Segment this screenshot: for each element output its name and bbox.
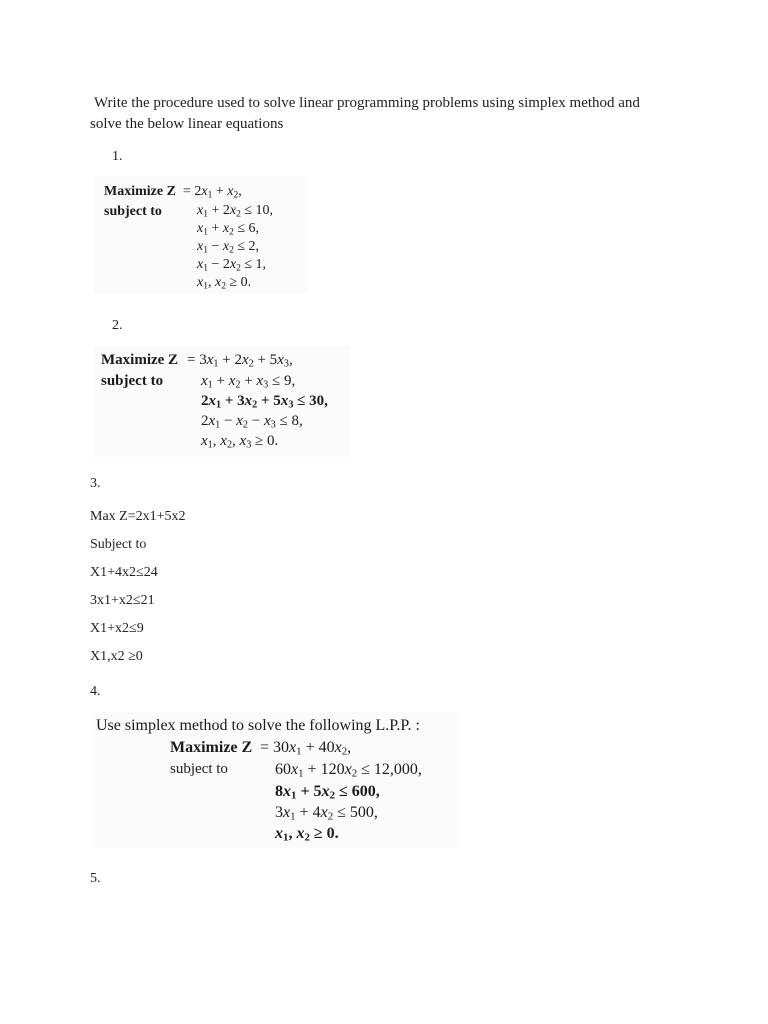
problem-4-number: 4.: [90, 684, 101, 699]
problem-2-equation-image: [93, 346, 351, 458]
problem-2-maximize-label: Maximize Z: [101, 352, 179, 368]
problem-4-maximize-label: Maximize Z: [170, 739, 253, 756]
intro-line-1: Write the procedure used to solve linear programming problems using simplex method and: [94, 95, 640, 111]
problem-4-constraint: $3x_1 + 4x_2 \le 500$,: [275, 804, 378, 823]
intro-line-2: solve the below linear equations: [90, 116, 284, 132]
problem-1-objective: = $2x_1 + x_2$,: [183, 184, 242, 201]
problem-3-line: Max Z=2x1+5x2: [90, 509, 186, 524]
problem-3-number: 3.: [90, 476, 101, 491]
problem-4-constraint: $8x_1 + 5x_2 \le 600$,: [275, 783, 380, 802]
problem-1-number: 1.: [112, 149, 123, 164]
problem-3-line: 3x1+x2≤21: [90, 593, 155, 608]
problem-2-constraint: $2x_1 + 3x_2 + 5x_3 \le 30$,: [201, 393, 328, 411]
problem-1-constraint: $x_1 + x_2 \le 6$,: [197, 221, 260, 238]
problem-4-subject-label: subject to: [170, 761, 228, 777]
problem-1-constraint: $x_1 - x_2 \le 2$,: [197, 239, 260, 256]
problem-1-constraint: $x_1 - 2x_2 \le 1$,: [197, 257, 267, 274]
problem-4-equation-image: [92, 712, 460, 848]
problem-1-maximize-label: Maximize Z: [104, 184, 176, 199]
problem-2-objective: = $3x_1 + 2x_2 + 5x_3$,: [187, 352, 293, 370]
problem-3-line: X1+4x2≤24: [90, 565, 158, 580]
problem-1-subject-label: subject to: [104, 204, 162, 219]
problem-4-instruction: Use simplex method to solve the following L.P.P. :: [96, 717, 420, 734]
problem-2-number: 2.: [112, 318, 123, 333]
problem-4-constraint: $60x_1 + 120x_2 \le 12,000$,: [275, 761, 422, 780]
problem-1-equation-image: [93, 176, 308, 294]
intro-paragraph: [90, 93, 690, 135]
problem-2-constraint: $x_1$, $x_2$, $x_3 \ge 0$.: [201, 433, 279, 451]
problem-2-constraint: $2x_1 - x_2 - x_3 \le 8$,: [201, 413, 303, 431]
problem-3-line: X1+x2≤9: [90, 621, 144, 636]
problem-3-line: X1,x2 ≥0: [90, 649, 143, 664]
problem-2-subject-label: subject to: [101, 373, 164, 389]
problem-5-number: 5.: [90, 871, 101, 886]
problem-1-constraint: $x_1 + 2x_2 \le 10$,: [197, 203, 274, 220]
problem-4-objective: = $30x_1 + 40x_2$,: [260, 739, 352, 758]
problem-4-constraint: $x_1$, $x_2 \ge 0$.: [275, 825, 339, 844]
problem-2-constraint: $x_1 + x_2 + x_3 \le 9$,: [201, 373, 296, 391]
problem-1-constraint: $x_1$, $x_2 \ge 0$.: [197, 275, 252, 292]
problem-3-line: Subject to: [90, 537, 147, 552]
